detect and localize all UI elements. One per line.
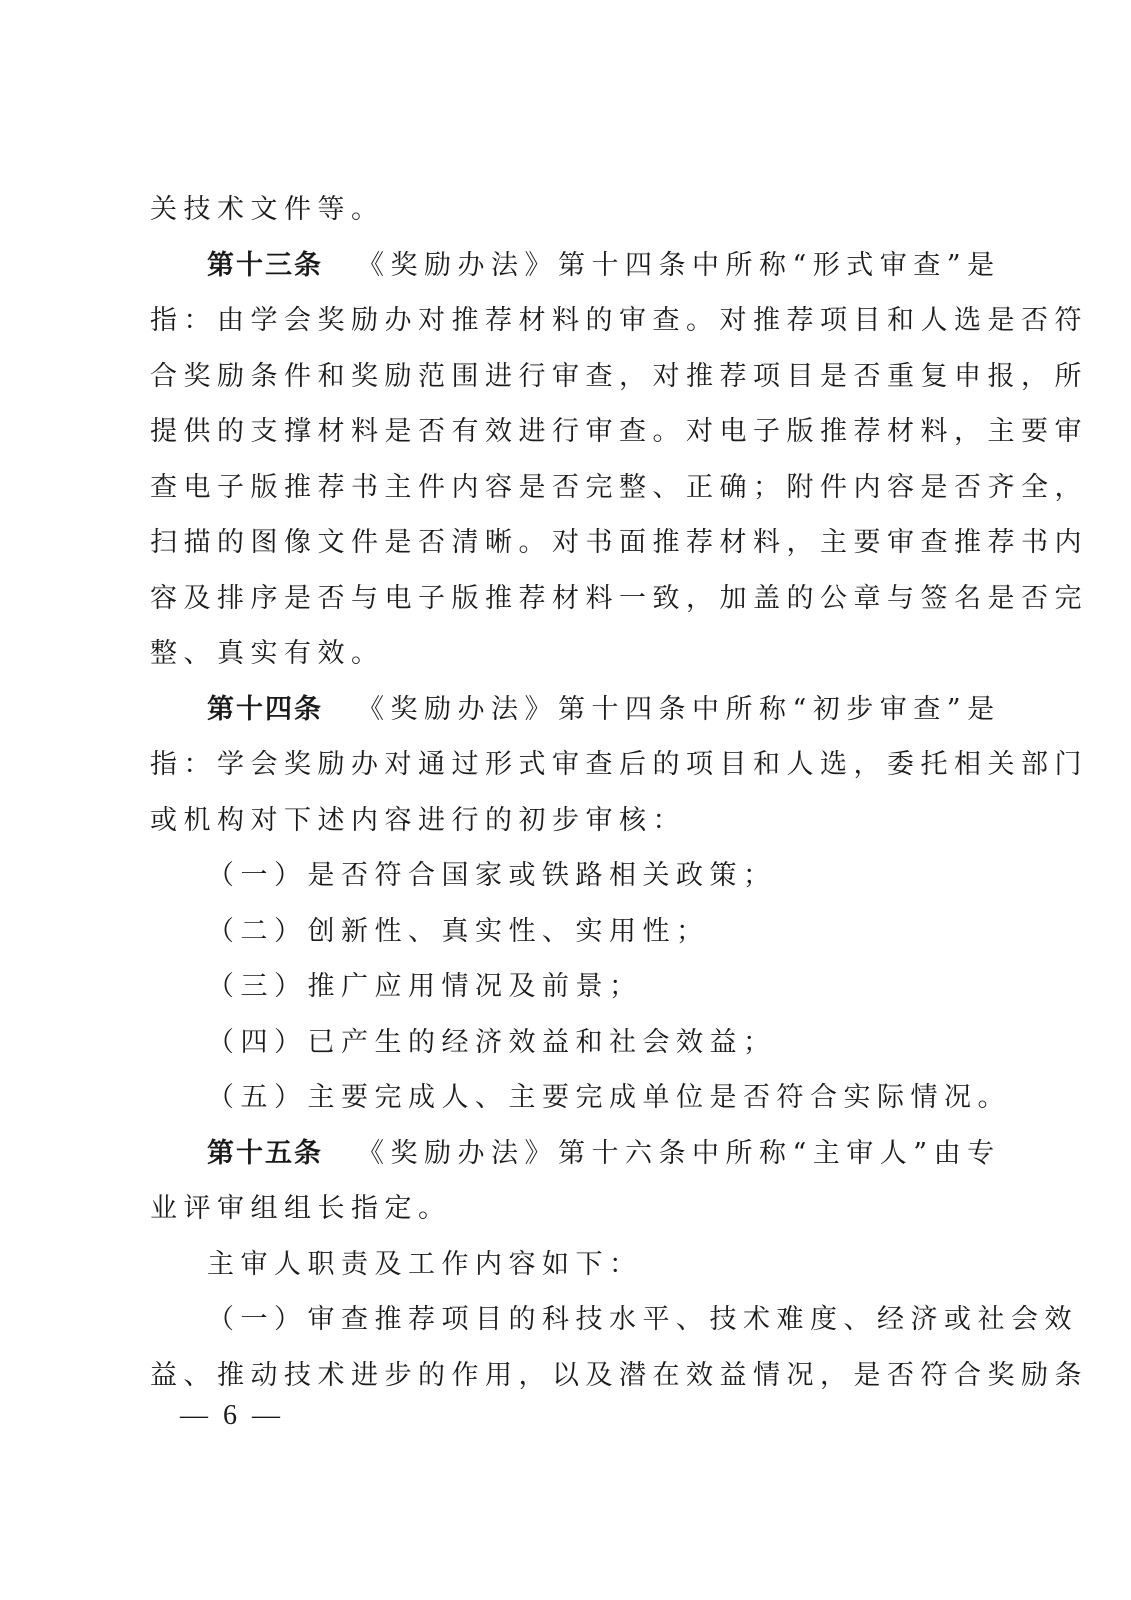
line-text: （二）创新性、真实性、实用性； xyxy=(207,915,710,947)
line-text: 业评审组组长指定。 xyxy=(150,1193,452,1224)
line-text: （五）主要完成人、主要完成单位是否符合实际情况。 xyxy=(207,1082,1011,1113)
document-page xyxy=(150,182,1088,1403)
list-item-2 xyxy=(150,904,972,960)
line-text: 指：学会奖励办对通过形式审查后的项目和人选，委托相关部门 xyxy=(150,749,1088,780)
list-item-4 xyxy=(150,1015,972,1071)
line-text: 扫描的图像文件是否清晰。对书面推荐材料，主要审查推荐书内 xyxy=(150,527,1088,558)
list-item-1 xyxy=(150,848,972,904)
text-line-6 xyxy=(150,460,1088,516)
line-text: （三）推广应用情况及前景； xyxy=(207,971,643,1002)
text-line-9 xyxy=(150,626,972,682)
text-line-8 xyxy=(150,571,1088,627)
line-text: 关技术文件等。 xyxy=(150,194,385,225)
article-14-heading-line xyxy=(150,682,1001,738)
text-line-19 xyxy=(150,1181,972,1237)
line-text: 主审人职责及工作内容如下： xyxy=(207,1248,643,1280)
text-line-7 xyxy=(150,515,1088,571)
text-line-1 xyxy=(150,182,972,238)
line-text: （四）已产生的经济效益和社会效益； xyxy=(207,1026,777,1058)
line-text: 指：由学会奖励办对推荐材料的审查。对推荐项目和人选是否符 xyxy=(150,305,1088,336)
article-title: 第十三条 xyxy=(207,249,323,281)
list-item-duty-1 xyxy=(150,1292,1078,1348)
page-number: — 6 — xyxy=(180,1400,284,1431)
text-line-3 xyxy=(150,293,1088,349)
text-line-5 xyxy=(150,404,1088,460)
text-line-4 xyxy=(150,349,1088,405)
line-text: 《奖励办法》第十六条中所称“主审人”由专 xyxy=(357,1137,1001,1169)
list-item-3 xyxy=(150,959,972,1015)
line-text: 或机构对下述内容进行的初步审核： xyxy=(150,804,686,836)
line-text: 《奖励办法》第十四条中所称“初步审查”是 xyxy=(357,693,1001,725)
line-text: （一）是否符合国家或铁路相关政策； xyxy=(207,860,777,891)
line-text: 查电子版推荐书主件内容是否完整、正确；附件内容是否齐全， xyxy=(150,471,1088,503)
line-text: 整、真实有效。 xyxy=(150,638,385,669)
line-text: 益、推动技术进步的作用，以及潜在效益情况，是否符合奖励条 xyxy=(150,1359,1088,1391)
line-text: 容及排序是否与电子版推荐材料一致，加盖的公章与签名是否完 xyxy=(150,582,1088,614)
line-text: 合奖励条件和奖励范围进行审查，对推荐项目是否重复申报，所 xyxy=(150,360,1088,392)
line-text: 提供的支撑材料是否有效进行审查。对电子版推荐材料，主要审 xyxy=(150,416,1088,447)
article-title: 第十五条 xyxy=(207,1137,323,1169)
line-text: 《奖励办法》第十四条中所称“形式审查”是 xyxy=(357,249,1001,281)
article-15-heading-line xyxy=(150,1126,1001,1182)
article-13-heading-line xyxy=(150,238,1001,294)
list-item-5 xyxy=(150,1070,1011,1126)
text-line-12 xyxy=(150,793,972,849)
text-line-20 xyxy=(150,1237,972,1293)
text-line-11 xyxy=(150,737,1088,793)
line-text: （一）审查推荐项目的科技水平、技术难度、经济或社会效 xyxy=(207,1304,1078,1335)
article-title: 第十四条 xyxy=(207,693,323,725)
text-line-22 xyxy=(150,1348,1088,1404)
